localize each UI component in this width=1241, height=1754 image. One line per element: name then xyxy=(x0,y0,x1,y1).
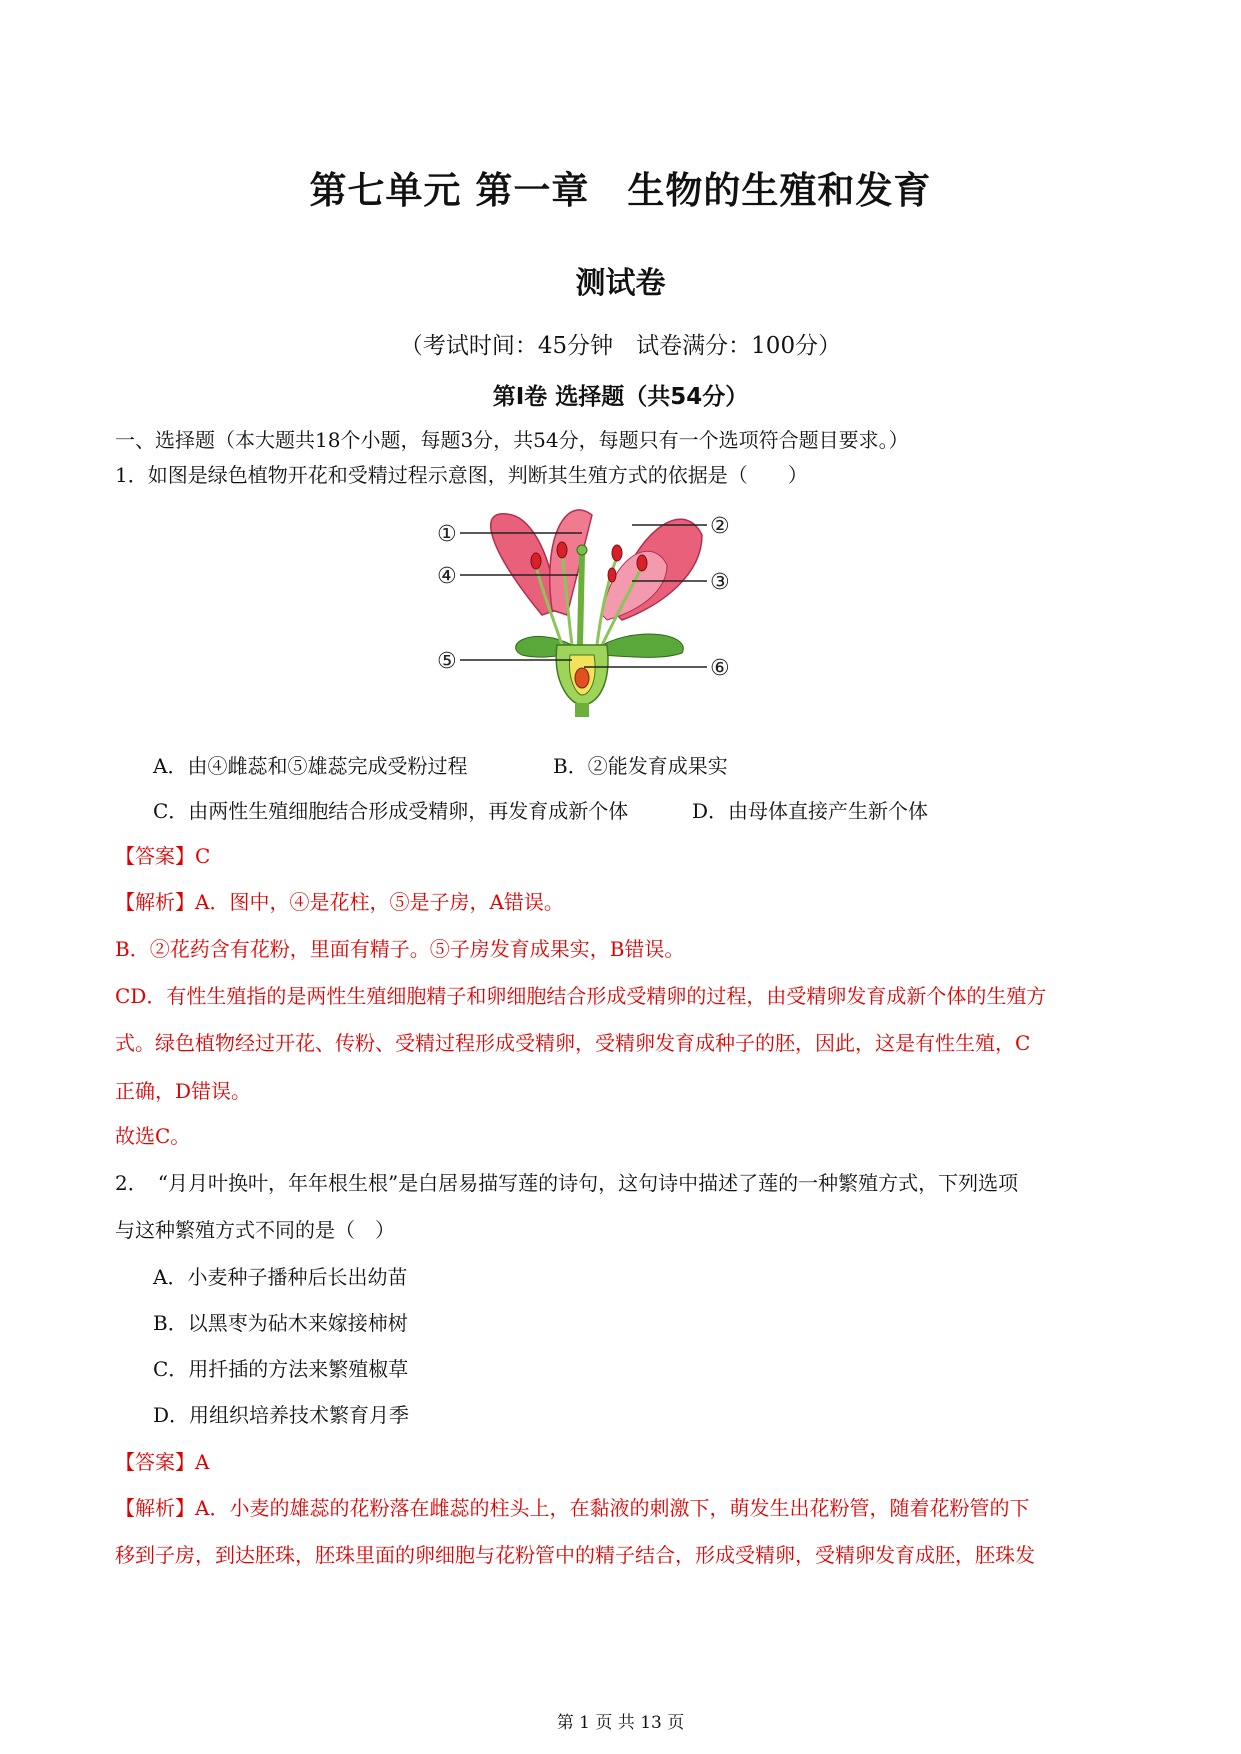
q2-option-a: A．小麦种子播种后长出幼苗 xyxy=(153,1265,408,1289)
ovule xyxy=(575,668,589,688)
stem xyxy=(575,703,589,717)
instructions: 一、选择题（本大题共18个小题，每题3分，共54分，每题只有一个选项符合题目要求。） xyxy=(115,428,909,452)
page-footer: 第 1 页 共 13 页 xyxy=(556,1713,685,1733)
page-subtitle: 测试卷 xyxy=(575,266,666,301)
label-2: ② xyxy=(710,514,730,539)
q2-option-c: C．用扦插的方法来繁殖椒草 xyxy=(153,1357,409,1381)
q1-analysis-line: 故选C。 xyxy=(115,1124,191,1148)
label-5: ⑤ xyxy=(437,649,457,674)
q1-answer: 【答案】C xyxy=(115,844,211,868)
label-6: ⑥ xyxy=(710,656,730,681)
back-petal xyxy=(550,510,592,615)
q2-option-b: B．以黑枣为砧木来嫁接柿树 xyxy=(153,1311,408,1335)
q1-option-a: A．由④雌蕊和⑤雄蕊完成受粉过程 xyxy=(153,754,468,778)
label-3: ③ xyxy=(710,570,730,595)
q1-option-b: B．②能发育成果实 xyxy=(553,754,728,778)
q1-option-d: D．由母体直接产生新个体 xyxy=(692,799,929,823)
q1-analysis-line: B．②花药含有花粉，里面有精子。⑤子房发育成果实，B错误。 xyxy=(115,937,685,961)
q1-analysis-line: 正确，D错误。 xyxy=(115,1079,252,1103)
exam-info: （考试时间：45分钟 试卷满分：100分） xyxy=(399,333,842,359)
style xyxy=(580,553,582,645)
label-1: ① xyxy=(437,522,457,547)
question-1-stem: 1．如图是绿色植物开花和受精过程示意图，判断其生殖方式的依据是（ ） xyxy=(115,463,808,487)
q2-analysis-line: 【解析】A．小麦的雄蕊的花粉落在雌蕊的柱头上，在黏液的刺激下，萌发生出花粉管，随着花粉管的下 xyxy=(115,1496,1030,1520)
q1-option-c: C．由两性生殖细胞结合形成受精卵，再发育成新个体 xyxy=(153,799,629,823)
q2-analysis-line: 移到子房，到达胚珠，胚珠里面的卵细胞与花粉管中的精子结合，形成受精卵，受精卵发育成胚，胚珠发 xyxy=(115,1543,1035,1567)
right-sepal xyxy=(600,634,683,657)
section-title: 第Ⅰ卷 选择题（共54分） xyxy=(492,384,749,410)
page-title: 第七单元 第一章 生物的生殖和发育 xyxy=(309,169,932,212)
q2-option-d: D．用组织培养技术繁育月季 xyxy=(153,1403,410,1427)
q1-analysis-line: 式。绿色植物经过开花、传粉、受精过程形成受精卵，受精卵发育成种子的胚，因此，这是有性生殖，C xyxy=(115,1031,1031,1055)
question-2-stem-cont: 与这种繁殖方式不同的是（ ） xyxy=(115,1218,395,1242)
q1-analysis-line: 【解析】A．图中，④是花柱，⑤是子房，A错误。 xyxy=(115,890,564,914)
stigma xyxy=(577,545,587,555)
label-4: ④ xyxy=(437,564,457,589)
q2-answer: 【答案】A xyxy=(115,1450,210,1474)
q1-analysis-line: CD．有性生殖指的是两性生殖细胞精子和卵细胞结合形成受精卵的过程，由受精卵发育成新个体的生殖方 xyxy=(115,984,1047,1008)
flower-diagram xyxy=(432,495,832,717)
question-2-stem: 2． “月月叶换叶，年年根生根”是白居易描写莲的诗句，这句诗中描述了莲的一种繁殖方式，下列选项 xyxy=(115,1171,1019,1195)
